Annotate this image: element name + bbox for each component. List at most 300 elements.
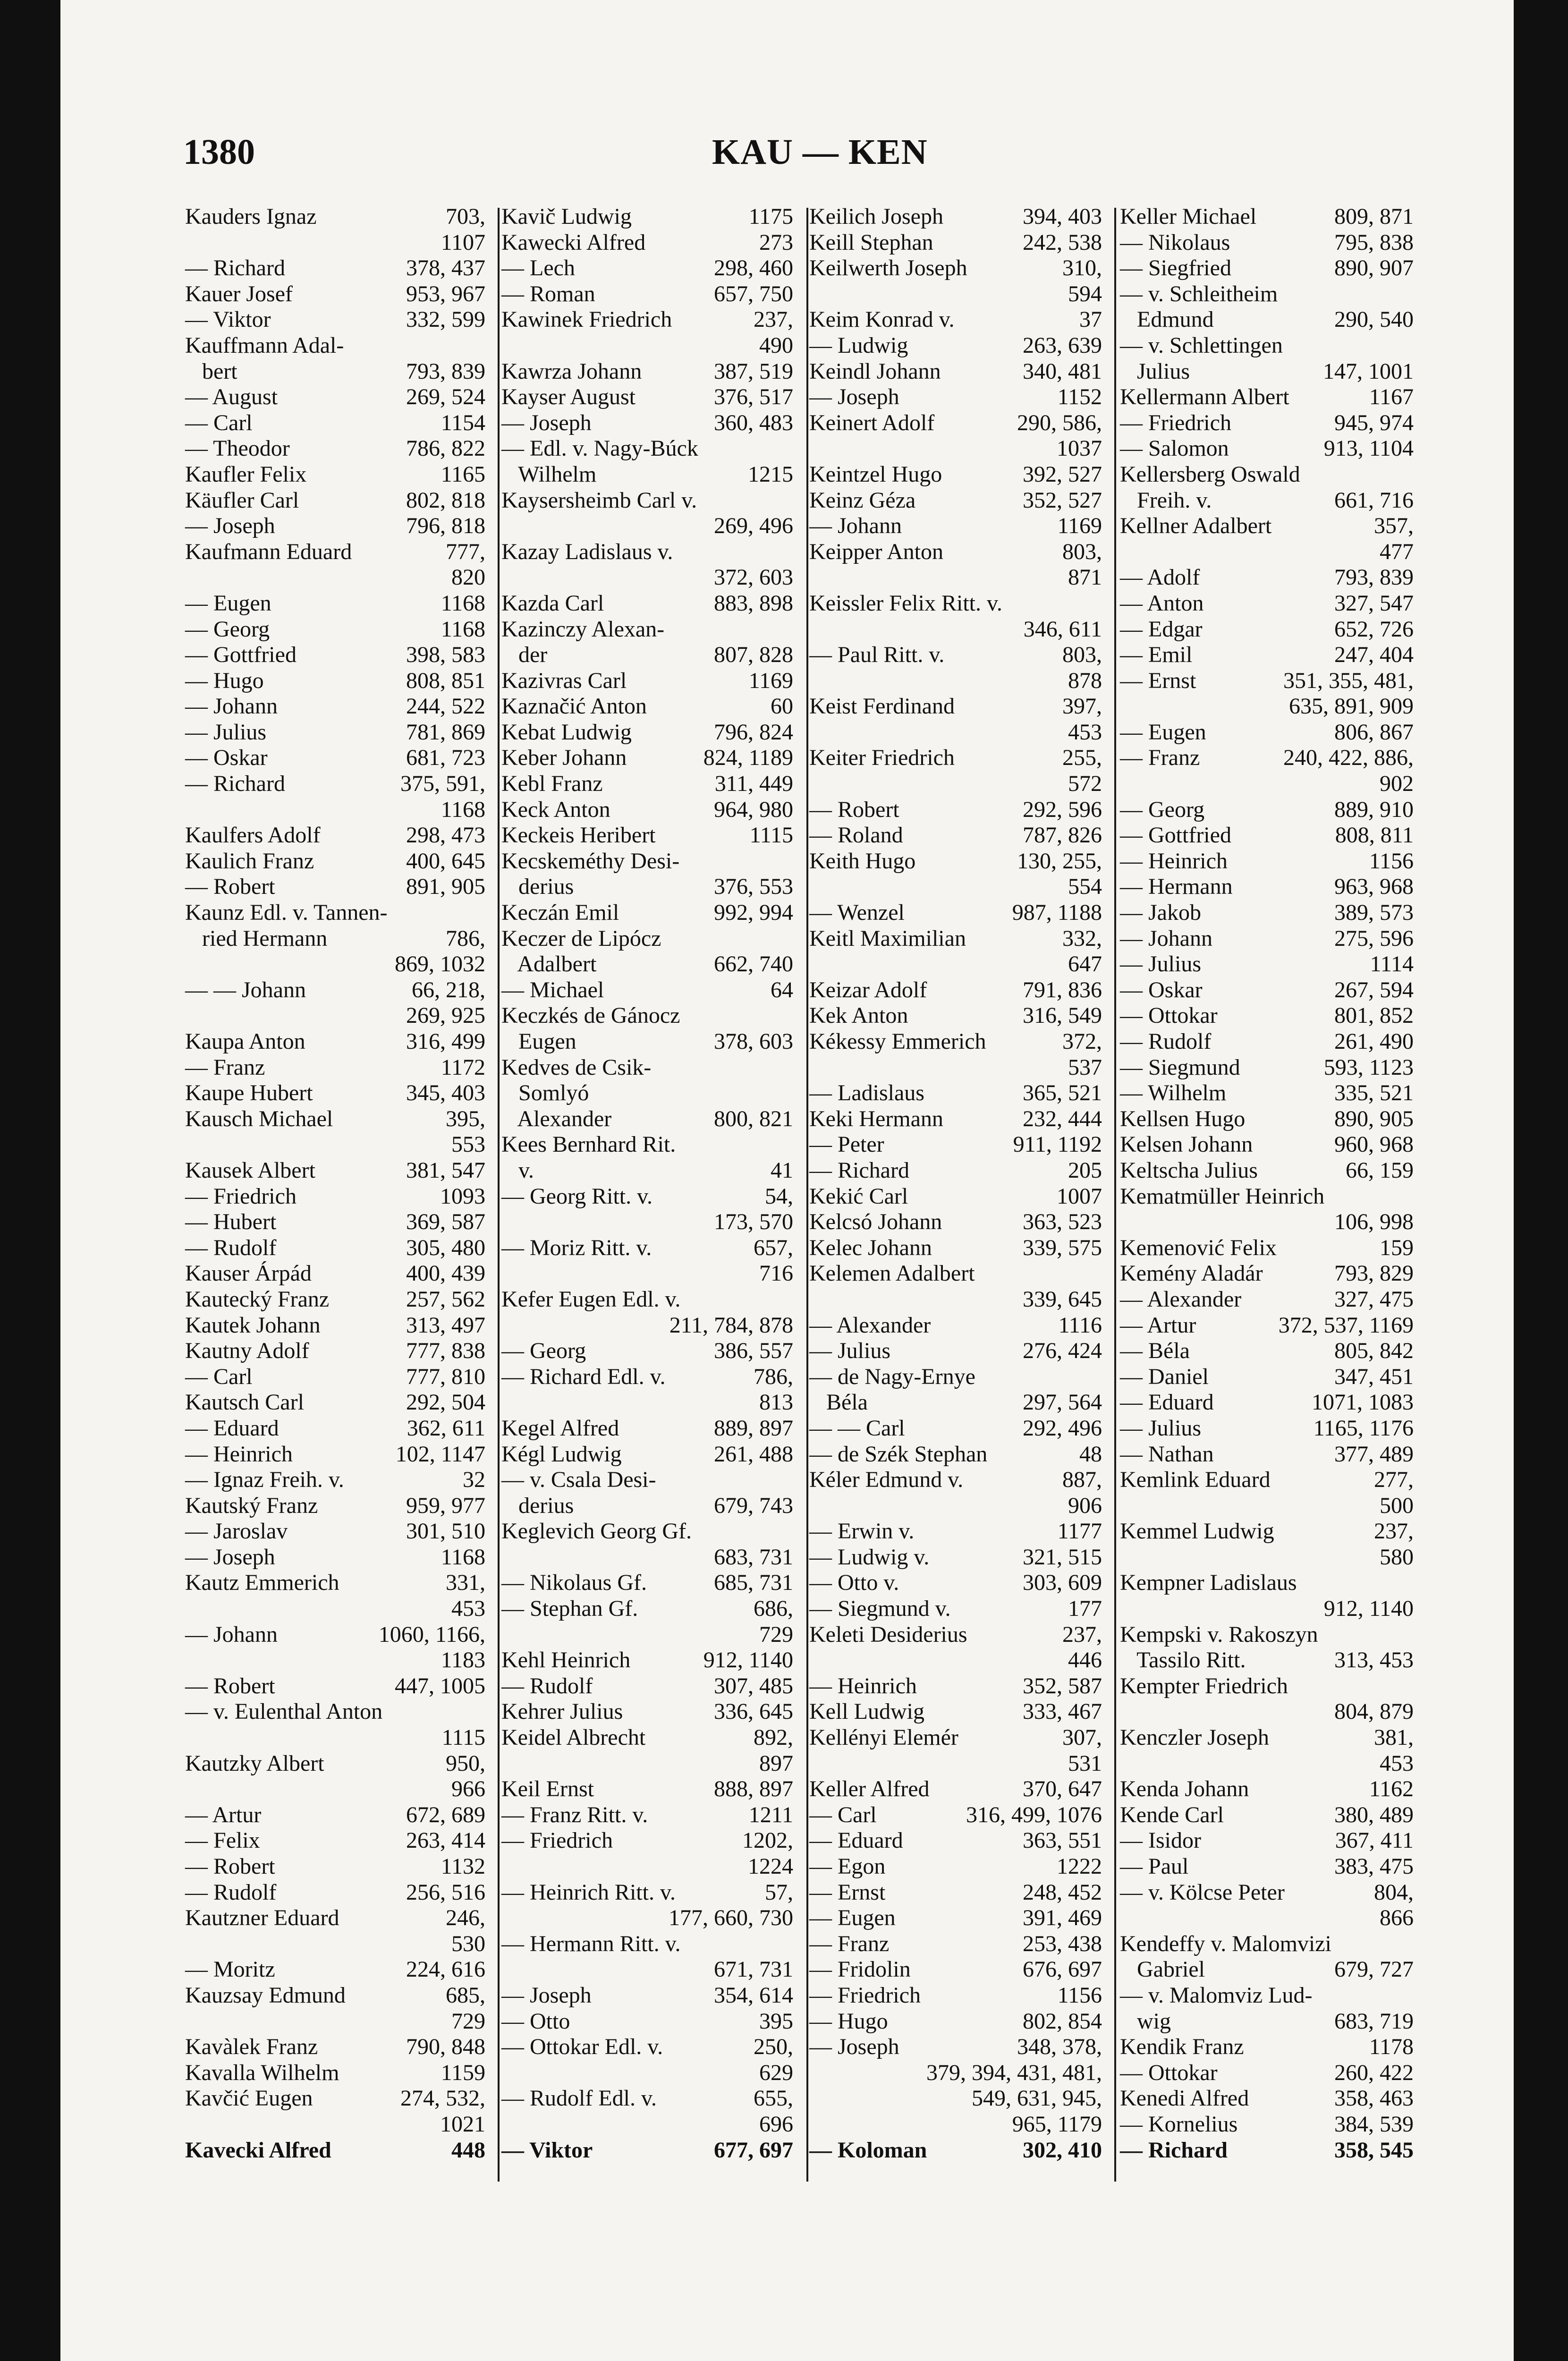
entry-name: Kelcsó Johann xyxy=(809,1209,942,1235)
entry-name: — Carl xyxy=(185,410,253,435)
entry-pages: 363, 551 xyxy=(1023,1828,1102,1853)
index-entry xyxy=(1120,797,1414,823)
entry-pages: 795, 838 xyxy=(1334,229,1414,255)
index-entry xyxy=(1120,874,1414,900)
entry-name: — Rudolf Edl. v. xyxy=(501,2086,657,2111)
entry-name: Kaufler Felix xyxy=(185,461,307,487)
entry-pages: 397, xyxy=(1062,694,1102,719)
entry-name: — Béla xyxy=(1120,1338,1190,1364)
index-entry xyxy=(501,951,793,977)
entry-pages: 696 xyxy=(759,2111,793,2137)
entry-pages: 1162 xyxy=(1369,1776,1414,1802)
index-entry xyxy=(185,849,485,875)
entry-name: Kekić Carl xyxy=(809,1183,908,1209)
entry-name: Kautecký Franz xyxy=(185,1286,330,1312)
entry-pages: 310, xyxy=(1062,255,1102,281)
entry-name: — Rudolf xyxy=(501,1673,593,1699)
index-entry xyxy=(1120,1003,1414,1029)
entry-name: — Georg xyxy=(185,616,270,642)
index-entry xyxy=(501,333,793,359)
entry-name: — Roman xyxy=(501,281,595,306)
entry-pages: 376, 553 xyxy=(714,874,793,900)
entry-name: Keller Alfred xyxy=(809,1776,930,1802)
index-entry xyxy=(809,1029,1102,1055)
index-entry xyxy=(1120,2060,1414,2086)
entry-pages: 398, 583 xyxy=(406,642,485,668)
entry-pages: 871 xyxy=(1068,565,1102,590)
index-entry xyxy=(185,926,485,952)
entry-name: Kebat Ludwig xyxy=(501,719,632,745)
entry-name: — Heinrich xyxy=(1120,848,1228,874)
index-entry xyxy=(809,1261,1102,1287)
entry-pages: 1165, 1176 xyxy=(1313,1415,1414,1441)
index-entry xyxy=(501,1132,793,1158)
entry-pages: 1156 xyxy=(1057,1982,1102,2008)
index-entry xyxy=(501,488,793,514)
index-entry xyxy=(501,462,793,488)
index-entry xyxy=(809,591,1102,617)
entry-pages: 147, 1001 xyxy=(1323,358,1414,384)
index-entry xyxy=(1120,926,1414,952)
index-entry xyxy=(809,2086,1102,2112)
entry-pages: 395 xyxy=(759,2008,793,2034)
entry-pages: 381, 547 xyxy=(406,1157,485,1183)
entry-name: Kavecki Alfred xyxy=(185,2137,331,2163)
index-entry xyxy=(501,2138,793,2164)
index-entry xyxy=(1120,617,1414,643)
entry-pages: 446 xyxy=(1068,1648,1102,1673)
entry-name: Käufler Carl xyxy=(185,487,299,513)
index-entry xyxy=(809,1467,1102,1493)
index-entry xyxy=(1120,2034,1414,2060)
entry-name: — Artur xyxy=(185,1802,262,1827)
index-entry xyxy=(1120,1570,1414,1596)
index-entry xyxy=(1120,1080,1414,1106)
entry-name: — Robert xyxy=(809,797,899,822)
entry-pages: 340, 481 xyxy=(1023,358,1102,384)
entry-pages: 793, 839 xyxy=(406,358,485,384)
entry-name: Tassilo Ritt. xyxy=(1120,1648,1246,1673)
page-number: 1380 xyxy=(183,132,255,172)
index-entry xyxy=(809,1519,1102,1545)
entry-pages: 888, 897 xyxy=(714,1776,793,1802)
entry-name: Kaunz Edl. v. Tannen- xyxy=(185,900,388,926)
entry-pages: 1093 xyxy=(440,1183,485,1209)
entry-pages: 1159 xyxy=(441,2060,485,2085)
entry-name: Kematmüller Heinrich xyxy=(1120,1183,1325,1209)
index-entry xyxy=(809,823,1102,849)
entry-name: Kenczler Joseph xyxy=(1120,1725,1269,1750)
entry-name: — Oskar xyxy=(1120,977,1203,1002)
entry-pages: 246, xyxy=(446,1905,485,1931)
entry-pages: 376, 517 xyxy=(714,384,793,410)
entry-pages: 992, 994 xyxy=(714,900,793,926)
entry-pages: 808, 811 xyxy=(1335,823,1414,848)
index-entry xyxy=(1120,307,1414,333)
index-entry xyxy=(501,1983,793,2009)
index-entry xyxy=(501,926,793,952)
entry-name: Kauders Ignaz xyxy=(185,204,317,229)
entry-pages: 357, xyxy=(1374,513,1414,539)
entry-pages: 572 xyxy=(1068,771,1102,797)
entry-name: Kell Ludwig xyxy=(809,1699,924,1724)
entry-name: Kayser August xyxy=(501,384,636,410)
entry-pages: 500 xyxy=(1380,1493,1414,1518)
index-entry xyxy=(501,281,793,307)
entry-name: — Siegmund xyxy=(1120,1054,1240,1080)
entry-name: — Hugo xyxy=(809,2008,888,2034)
index-entry xyxy=(185,694,485,720)
entry-name: Kautzner Eduard xyxy=(185,1905,339,1931)
index-column-4 xyxy=(1120,204,1414,2192)
entry-name: — Julius xyxy=(809,1338,891,1364)
entry-pages: 703, xyxy=(446,204,485,229)
entry-name: Kavič Ludwig xyxy=(501,204,632,229)
entry-name: Kendeffy v. Malomvizi xyxy=(1120,1931,1331,1956)
index-entry xyxy=(1120,668,1414,694)
entry-name: — Franz xyxy=(1120,745,1200,771)
entry-name: Kawrza Johann xyxy=(501,358,642,384)
entry-name: — Egon xyxy=(809,1854,886,1879)
entry-name: Kek Anton xyxy=(809,1003,908,1028)
index-entry xyxy=(1120,1106,1414,1132)
entry-pages: 866 xyxy=(1380,1905,1414,1931)
index-entry xyxy=(1120,436,1414,462)
entry-name: — Moriz Ritt. v. xyxy=(501,1235,652,1260)
index-entry xyxy=(185,668,485,694)
entry-name: — Lech xyxy=(501,255,575,281)
entry-name: — Ludwig v. xyxy=(809,1544,930,1570)
index-entry xyxy=(501,745,793,771)
index-entry xyxy=(809,1055,1102,1081)
entry-name: — Kornelius xyxy=(1120,2111,1238,2137)
entry-name: — Julius xyxy=(185,719,267,745)
index-entry xyxy=(1120,488,1414,514)
entry-name: Kautský Franz xyxy=(185,1493,318,1518)
index-entry xyxy=(185,1828,485,1854)
entry-name: Kebl Franz xyxy=(501,771,603,797)
index-entry xyxy=(185,1570,485,1596)
index-entry xyxy=(185,1338,485,1364)
entry-pages: 964, 980 xyxy=(714,797,793,822)
entry-pages: 804, 879 xyxy=(1334,1699,1414,1724)
entry-pages: 777, xyxy=(446,539,485,564)
entry-name: Kellermann Albert xyxy=(1120,384,1289,410)
entry-name: — Artur xyxy=(1120,1312,1196,1338)
index-entry xyxy=(501,1699,793,1725)
entry-name: Alexander xyxy=(501,1106,612,1131)
index-entry xyxy=(809,2112,1102,2138)
index-entry xyxy=(1120,410,1414,436)
entry-name: — Otto xyxy=(501,2008,570,2034)
entry-pages: 292, 504 xyxy=(406,1390,485,1415)
index-entry xyxy=(501,771,793,797)
entry-name: — Salomon xyxy=(1120,436,1229,461)
entry-name: Kaupa Anton xyxy=(185,1029,305,1054)
entry-pages: 655, xyxy=(754,2086,793,2111)
entry-name: Kautsch Carl xyxy=(185,1390,304,1415)
entry-pages: 966 xyxy=(451,1776,485,1802)
index-entry xyxy=(501,1467,793,1493)
index-entry xyxy=(185,2112,485,2138)
entry-pages: 348, 378, xyxy=(1017,2034,1102,2060)
index-entry xyxy=(185,951,485,977)
entry-name: Kempner Ladislaus xyxy=(1120,1570,1297,1596)
index-entry xyxy=(1120,1648,1414,1673)
index-entry xyxy=(501,1802,793,1828)
entry-name: Keck Anton xyxy=(501,797,610,822)
index-entry xyxy=(809,951,1102,977)
entry-name: — Robert xyxy=(185,874,275,900)
index-entry xyxy=(501,1209,793,1235)
entry-pages: 332, xyxy=(1062,926,1102,951)
index-entry xyxy=(185,2060,485,2086)
index-entry xyxy=(1120,591,1414,617)
entry-name: Kégl Ludwig xyxy=(501,1441,622,1467)
index-entry xyxy=(1120,1828,1414,1854)
entry-name: Keim Konrad v. xyxy=(809,307,955,332)
entry-pages: 66, 159 xyxy=(1346,1157,1414,1183)
entry-name: Kenedi Alfred xyxy=(1120,2086,1249,2111)
index-entry xyxy=(809,462,1102,488)
index-entry xyxy=(809,1442,1102,1468)
entry-pages: 448 xyxy=(451,2137,485,2163)
index-entry xyxy=(501,668,793,694)
index-entry xyxy=(809,745,1102,771)
index-entry xyxy=(809,1854,1102,1880)
index-entry xyxy=(501,1570,793,1596)
entry-pages: 269, 496 xyxy=(714,513,793,539)
index-entry xyxy=(501,874,793,900)
index-entry xyxy=(809,255,1102,281)
entry-pages: 290, 540 xyxy=(1334,307,1414,332)
index-entry xyxy=(809,539,1102,565)
entry-pages: 354, 614 xyxy=(714,1982,793,2008)
entry-pages: 813 xyxy=(759,1390,793,1415)
entry-pages: 892, xyxy=(754,1725,793,1750)
index-entry xyxy=(501,797,793,823)
entry-pages: 253, 438 xyxy=(1023,1931,1102,1956)
entry-name: — Franz xyxy=(809,1931,890,1956)
entry-pages: 1183 xyxy=(441,1648,485,1673)
entry-name: — Eugen xyxy=(185,590,271,616)
entry-name: — Eduard xyxy=(809,1828,903,1853)
index-entry xyxy=(501,1261,793,1287)
index-entry xyxy=(1120,1287,1414,1313)
entry-pages: 313, 497 xyxy=(406,1312,485,1338)
entry-pages: 1169 xyxy=(748,668,793,693)
entry-name: Kedves de Csik- xyxy=(501,1054,652,1080)
index-entry xyxy=(1120,694,1414,720)
entry-pages: 679, 727 xyxy=(1334,1957,1414,1982)
entry-pages: 159 xyxy=(1380,1235,1414,1260)
entry-pages: 358, 545 xyxy=(1334,2137,1414,2163)
entry-pages: 346, 611 xyxy=(1023,616,1102,642)
index-entry xyxy=(185,1905,485,1931)
entry-pages: 261, 490 xyxy=(1334,1029,1414,1054)
entry-name: — Koloman xyxy=(809,2137,927,2163)
entry-pages: 358, 463 xyxy=(1334,2086,1414,2111)
index-entry xyxy=(501,2009,793,2035)
index-entry xyxy=(185,1003,485,1029)
index-entry xyxy=(809,1390,1102,1416)
entry-name: — Siegfried xyxy=(1120,255,1231,281)
index-entry xyxy=(185,1931,485,1957)
entry-pages: 345, 403 xyxy=(406,1080,485,1106)
entry-pages: 1114 xyxy=(1370,951,1414,977)
entry-pages: 824, 1189 xyxy=(703,745,793,771)
index-entry xyxy=(185,1596,485,1622)
entry-name: — Nathan xyxy=(1120,1441,1214,1467)
entry-name: Kéler Edmund v. xyxy=(809,1467,964,1493)
entry-name: Edmund xyxy=(1120,307,1214,332)
entry-name: Kefer Eugen Edl. v. xyxy=(501,1286,681,1312)
entry-pages: 809, 871 xyxy=(1334,204,1414,229)
index-entry xyxy=(809,874,1102,900)
index-entry xyxy=(185,410,485,436)
entry-pages: 820 xyxy=(451,565,485,590)
index-entry xyxy=(185,1776,485,1802)
entry-name: — August xyxy=(185,384,278,410)
index-entry xyxy=(809,513,1102,539)
entry-pages: 392, 527 xyxy=(1023,461,1102,487)
entry-name: Kazda Carl xyxy=(501,590,604,616)
entry-pages: 365, 521 xyxy=(1023,1080,1102,1106)
index-entry xyxy=(1120,1776,1414,1802)
entry-pages: 987, 1188 xyxy=(1012,900,1102,926)
index-entry xyxy=(1120,1880,1414,1906)
index-entry xyxy=(1120,565,1414,591)
entry-pages: 679, 743 xyxy=(714,1493,793,1518)
entry-name: Adalbert xyxy=(501,951,597,977)
entry-pages: 661, 716 xyxy=(1334,487,1414,513)
entry-name: Keczer de Lipócz xyxy=(501,926,661,951)
entry-pages: 685, 731 xyxy=(714,1570,793,1596)
entry-pages: 1168 xyxy=(441,1544,485,1570)
running-head: KAU — KEN xyxy=(712,132,928,172)
entry-pages: 531 xyxy=(1068,1750,1102,1776)
entry-name: Kellsen Hugo xyxy=(1120,1106,1246,1131)
index-entry xyxy=(185,1416,485,1442)
entry-name: — v. Schleitheim xyxy=(1120,281,1278,306)
index-entry xyxy=(501,307,793,333)
entry-pages: 298, 473 xyxy=(406,823,485,848)
entry-pages: 250, xyxy=(754,2034,793,2060)
entry-pages: 292, 596 xyxy=(1023,797,1102,822)
entry-pages: 387, 519 xyxy=(714,358,793,384)
index-entry xyxy=(1120,1699,1414,1725)
entry-pages: 400, 439 xyxy=(406,1261,485,1286)
entry-name: — — Carl xyxy=(809,1415,905,1441)
entry-pages: 205 xyxy=(1068,1157,1102,1183)
entry-name: Kautny Adolf xyxy=(185,1338,309,1364)
entry-name: Kaysersheimb Carl v. xyxy=(501,487,697,513)
entry-pages: 274, 532, xyxy=(400,2086,485,2111)
entry-pages: 530 xyxy=(451,1931,485,1956)
index-entry xyxy=(809,617,1102,643)
entry-name: Kauzsay Edmund xyxy=(185,1982,346,2008)
entry-pages: 777, 810 xyxy=(406,1364,485,1389)
index-entry xyxy=(1120,539,1414,565)
index-entry xyxy=(185,591,485,617)
index-entry xyxy=(809,488,1102,514)
index-entry xyxy=(185,333,485,359)
entry-name: v. xyxy=(501,1157,534,1183)
index-entry xyxy=(185,462,485,488)
entry-pages: 685, xyxy=(446,1982,485,2008)
entry-name: — Georg Ritt. v. xyxy=(501,1183,653,1209)
index-entry xyxy=(501,1235,793,1261)
entry-name: Kende Carl xyxy=(1120,1802,1224,1827)
index-entry xyxy=(185,874,485,900)
index-entry xyxy=(809,1570,1102,1596)
entry-name: — Roland xyxy=(809,823,903,848)
entry-pages: 802, 854 xyxy=(1023,2008,1102,2034)
entry-pages: 1167 xyxy=(1369,384,1414,410)
entry-pages: 375, 591, xyxy=(400,771,485,797)
entry-name: — Alexander xyxy=(809,1312,931,1338)
entry-pages: 662, 740 xyxy=(714,951,793,977)
index-entry xyxy=(809,410,1102,436)
entry-name: wig xyxy=(1120,2008,1171,2034)
entry-name: — Daniel xyxy=(1120,1364,1209,1389)
index-entry xyxy=(185,281,485,307)
entry-pages: 716 xyxy=(759,1261,793,1286)
entry-name: derius xyxy=(501,1493,574,1518)
index-entry xyxy=(809,1725,1102,1751)
index-entry xyxy=(809,1338,1102,1364)
entry-pages: 102, 1147 xyxy=(395,1441,485,1467)
index-entry xyxy=(809,2009,1102,2035)
entry-name: Kendik Franz xyxy=(1120,2034,1244,2060)
entry-pages: 1175 xyxy=(748,204,793,229)
index-entry xyxy=(501,2112,793,2138)
index-entry xyxy=(1120,1905,1414,1931)
entry-name: — Wenzel xyxy=(809,900,905,926)
index-entry xyxy=(809,565,1102,591)
entry-pages: 1107 xyxy=(441,229,485,255)
entry-pages: 335, 521 xyxy=(1334,1080,1414,1106)
entry-name: — Friedrich xyxy=(501,1828,613,1853)
entry-pages: 224, 616 xyxy=(406,1957,485,1982)
index-entry xyxy=(501,1622,793,1648)
entry-pages: 248, 452 xyxy=(1023,1879,1102,1905)
entry-name: — Theodor xyxy=(185,436,290,461)
entry-pages: 803, xyxy=(1062,642,1102,668)
index-entry xyxy=(809,1880,1102,1906)
entry-pages: 911, 1192 xyxy=(1013,1132,1102,1157)
index-entry xyxy=(1120,1313,1414,1339)
index-entry xyxy=(1120,1442,1414,1468)
index-entry xyxy=(1120,642,1414,668)
entry-pages: 383, 475 xyxy=(1334,1854,1414,1879)
entry-name: Wilhelm xyxy=(501,461,597,487)
entry-pages: 887, xyxy=(1062,1467,1102,1493)
entry-name: — Viktor xyxy=(501,2137,593,2163)
entry-name: Keipper Anton xyxy=(809,539,943,564)
index-entry xyxy=(185,2034,485,2060)
index-entry xyxy=(185,1442,485,1468)
entry-pages: 332, 599 xyxy=(406,307,485,332)
entry-pages: 1152 xyxy=(1057,384,1102,410)
entry-name: — Fridolin xyxy=(809,1957,911,1982)
entry-pages: 553 xyxy=(451,1132,485,1157)
entry-name: Keczán Emil xyxy=(501,900,619,926)
entry-pages: 66, 218, xyxy=(412,977,485,1002)
entry-pages: 395, xyxy=(446,1106,485,1131)
entry-pages: 275, 596 xyxy=(1334,926,1414,951)
index-entry xyxy=(501,1905,793,1931)
